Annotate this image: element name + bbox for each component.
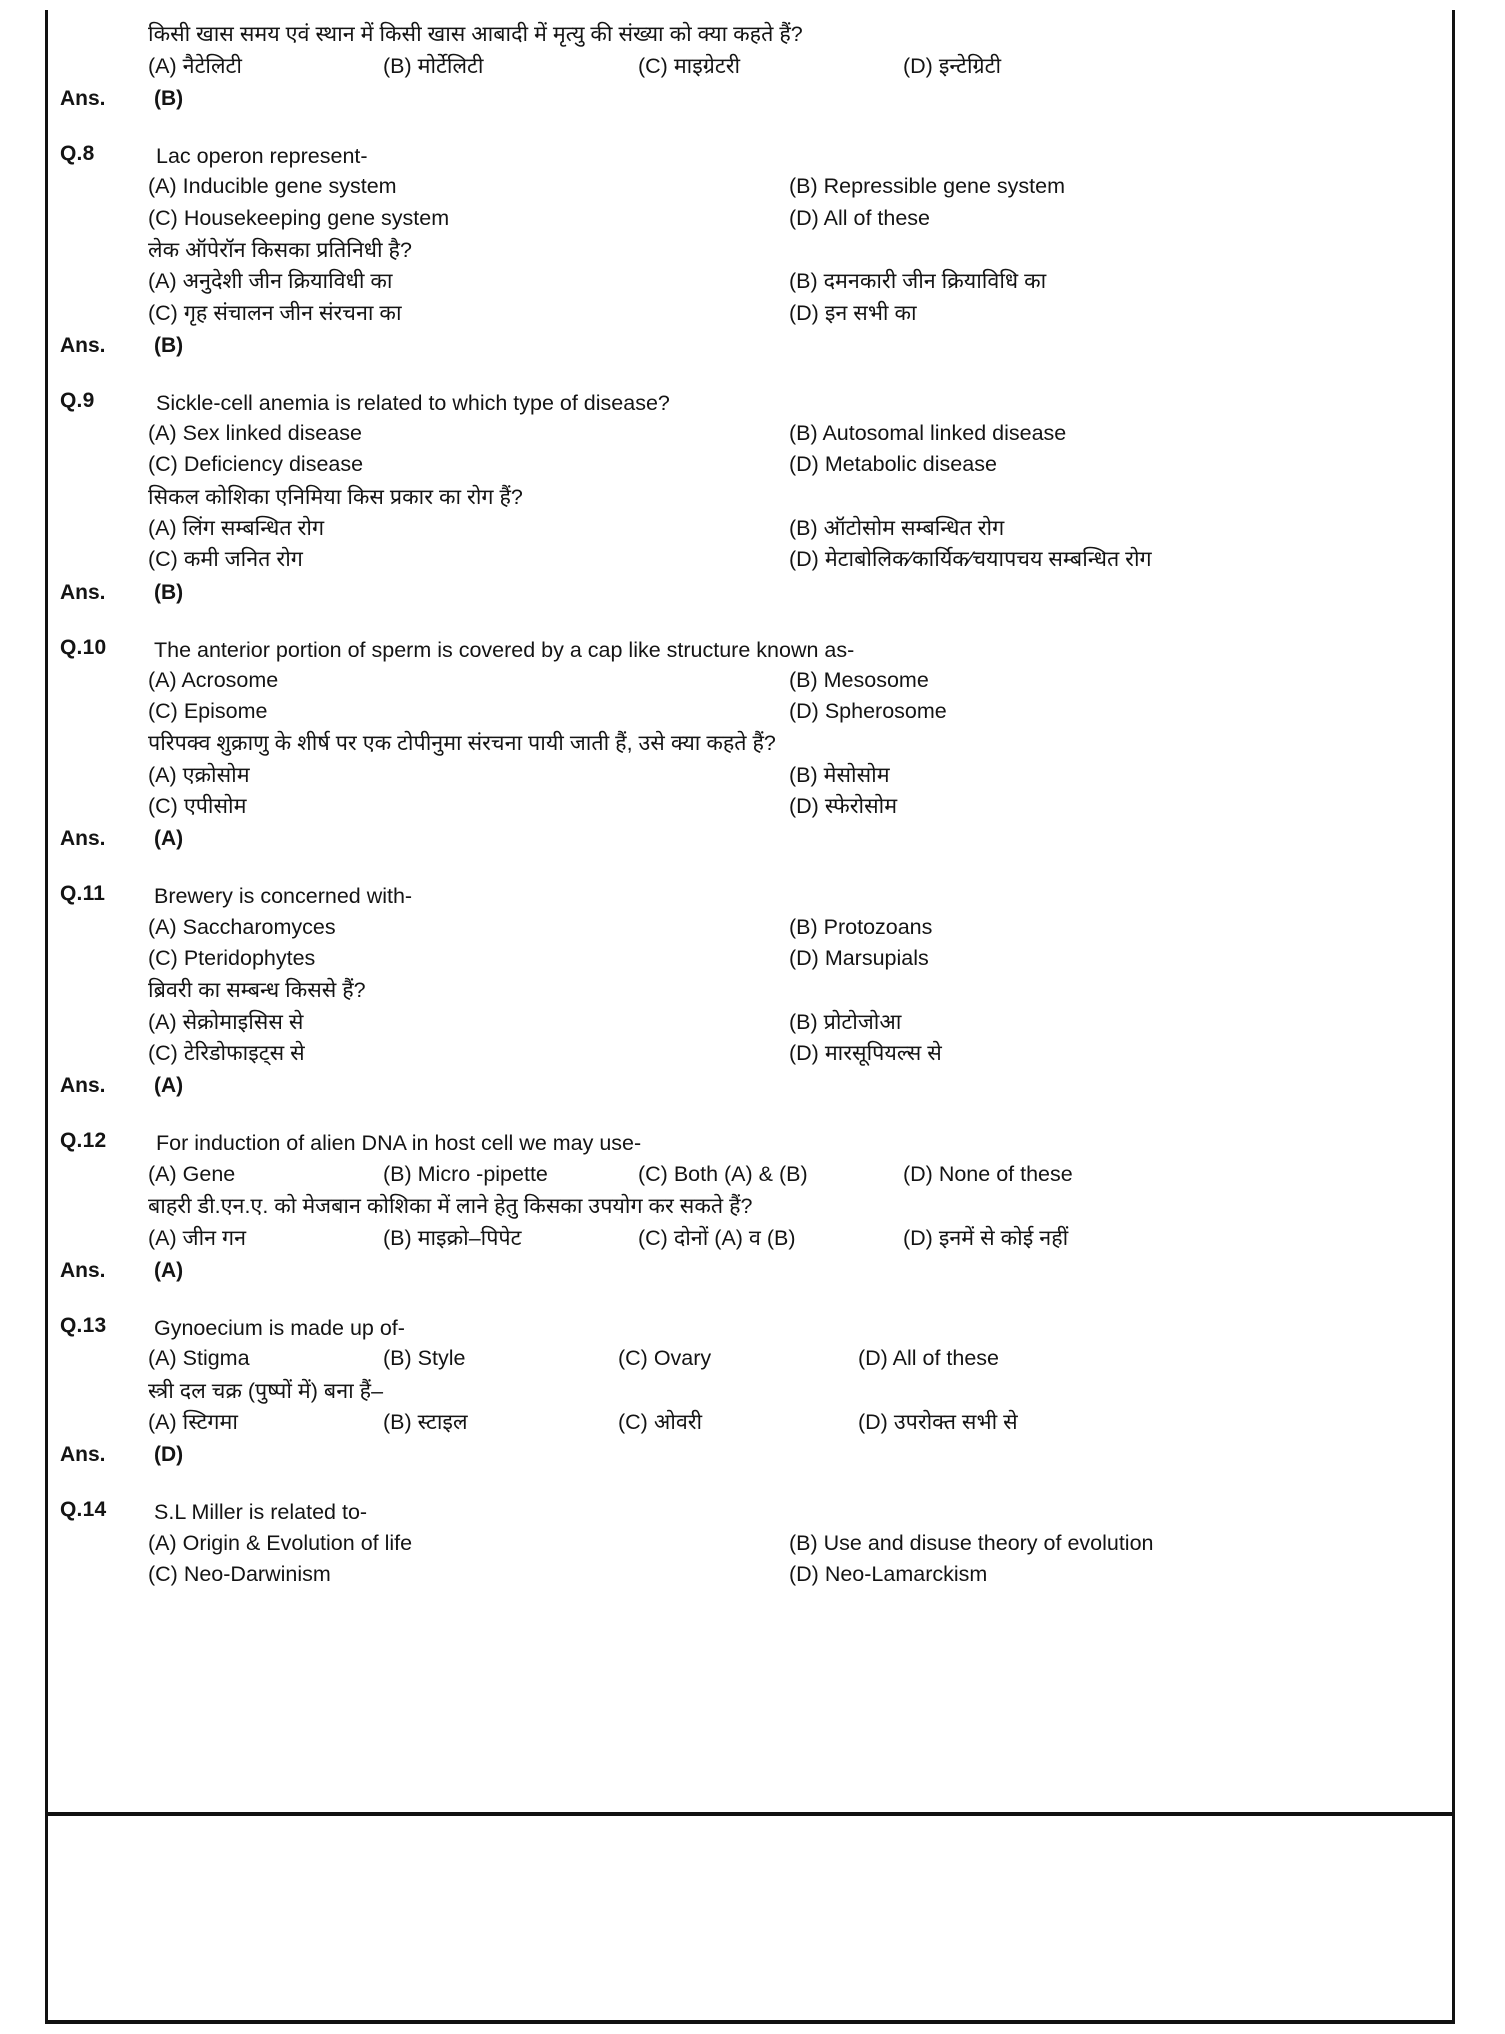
options-row-english	[148, 1343, 1430, 1374]
question-q12	[60, 1128, 1430, 1283]
option-c: (C) Pteridophytes	[148, 946, 316, 971]
option-d: (D) None of these	[903, 1161, 1073, 1186]
option-c: (C) Neo-Darwinism	[148, 1562, 331, 1587]
answer-row	[60, 827, 1430, 851]
question-stem-english: Lac operon represent-	[156, 143, 368, 168]
option-c: (C) Episome	[148, 699, 268, 724]
question-number: Q.9	[60, 388, 95, 412]
option-d: (D) Neo-Lamarckism	[789, 1562, 988, 1587]
option-a: (A) Gene	[148, 1161, 236, 1186]
options-row-english-1	[148, 665, 1430, 696]
option-b: (B) Mesosome	[789, 668, 929, 693]
options-row-english	[148, 1159, 1430, 1190]
options-row-hindi	[148, 51, 1430, 82]
answer-row	[60, 87, 1430, 111]
answer-label: Ans.	[60, 86, 106, 110]
option-c: (C) Ovary	[618, 1346, 712, 1371]
options-row-hindi-1	[148, 513, 1430, 544]
answer-value: (B)	[154, 86, 184, 110]
option-c: (C) माइग्रेटरी	[638, 53, 741, 78]
answer-label: Ans.	[60, 333, 106, 357]
option-b: (B) मोर्टेलिटी	[383, 53, 484, 78]
options-row-english-1	[148, 418, 1430, 449]
option-b-hindi: (B) मेसोसोम	[789, 763, 890, 788]
option-a: (A) Sex linked disease	[148, 421, 362, 446]
page-border-right	[1452, 10, 1455, 2024]
option-a: (A) Stigma	[148, 1346, 250, 1371]
answer-value: (D)	[154, 1443, 184, 1467]
question-stem-hindi: लेक ऑपेरॉन किसका प्रतिनिधी है?	[148, 237, 412, 262]
option-a-hindi: (A) सेक्रोमाइसिस से	[148, 1010, 304, 1034]
option-b: (B) Repressible gene system	[789, 174, 1066, 199]
answer-label: Ans.	[60, 580, 106, 604]
question-q13	[60, 1313, 1430, 1468]
options-row-hindi-2	[148, 791, 1430, 822]
question-stem-english: For induction of alien DNA in host cell we may use-	[156, 1131, 642, 1156]
question-number-placeholder	[60, 18, 148, 20]
answer-value: (B)	[154, 333, 184, 357]
question-q9	[60, 388, 1430, 605]
answer-label: Ans.	[60, 1074, 106, 1098]
question-number: Q.11	[60, 882, 106, 906]
option-a-hindi: (A) स्टिगमा	[148, 1410, 238, 1435]
option-d-hindi: (D) स्फेरोसोम	[789, 794, 898, 819]
option-c-hindi: (C) गृह संचालन जीन संरचना का	[148, 300, 402, 325]
answer-row	[60, 1259, 1430, 1283]
options-row-hindi-1	[148, 1007, 1430, 1038]
option-c-hindi: (C) कमी जनित रोग	[148, 547, 303, 572]
option-c: (C) Both (A) & (B)	[638, 1161, 808, 1186]
option-d-hindi: (D) इनमें से कोई नहीं	[903, 1225, 1069, 1250]
option-a-hindi: (A) अनुदेशी जीन क्रियाविधी का	[148, 269, 393, 294]
option-a-hindi: (A) जीन गन	[148, 1225, 247, 1250]
option-c-hindi: (C) ओवरी	[618, 1410, 703, 1435]
options-row-hindi-2	[148, 544, 1430, 575]
option-c-hindi: (C) टेरिडोफाइट्स से	[148, 1041, 305, 1066]
options-row-hindi-1	[148, 760, 1430, 791]
question-number: Q.13	[60, 1313, 107, 1337]
question-stem-english: Brewery is concerned with-	[154, 884, 413, 909]
question-q14	[60, 1497, 1430, 1590]
question-stem-english: The anterior portion of sperm is covered by a cap like structure known as-	[154, 637, 855, 662]
option-a: (A) Origin & Evolution of life	[148, 1530, 413, 1555]
answer-value: (A)	[154, 1258, 184, 1282]
option-b: (B) Style	[383, 1346, 466, 1371]
question-q11	[60, 881, 1430, 1098]
options-row-english-1	[148, 912, 1430, 943]
question-number: Q.12	[60, 1129, 107, 1153]
question-stem-english: S.L Miller is related to-	[154, 1500, 368, 1525]
content-bottom-rule	[45, 1812, 1455, 1816]
option-b: (B) Use and disuse theory of evolution	[789, 1530, 1154, 1555]
page-bottom-rule	[45, 2020, 1455, 2024]
answer-row	[60, 334, 1430, 358]
option-c-hindi: (C) एपीसोम	[148, 794, 247, 819]
options-row-hindi-2	[148, 1038, 1430, 1069]
options-row-hindi-2	[148, 298, 1430, 329]
option-d: (D) Metabolic disease	[789, 452, 997, 477]
option-d-hindi: (D) उपरोक्त सभी से	[858, 1410, 1018, 1435]
option-b-hindi: (B) दमनकारी जीन क्रियाविधि का	[789, 269, 1047, 294]
option-a-hindi: (A) लिंग सम्बन्धित रोग	[148, 516, 325, 541]
question-number: Q.10	[60, 635, 107, 659]
option-a: (A) Inducible gene system	[148, 174, 397, 199]
answer-value: (A)	[154, 1074, 184, 1098]
options-row-english-1	[148, 171, 1430, 202]
question-q10	[60, 635, 1430, 852]
option-c: (C) Housekeeping gene system	[148, 205, 450, 230]
question-stem-hindi: परिपक्व शुक्राणु के शीर्ष पर एक टोपीनुमा संरचना पायी जाती हैं, उसे क्या कहते हैं?	[148, 731, 776, 756]
options-row-hindi	[148, 1407, 1430, 1438]
options-row-hindi-1	[148, 266, 1430, 297]
answer-label: Ans.	[60, 1443, 106, 1467]
option-a: (A) नैटेलिटी	[148, 53, 242, 78]
option-a-hindi: (A) एक्रोसोम	[148, 763, 250, 788]
option-b: (B) Protozoans	[789, 914, 933, 939]
options-row-english-2	[148, 203, 1430, 234]
answer-value: (B)	[154, 580, 184, 604]
answer-row	[60, 1443, 1430, 1467]
option-d: (D) All of these	[789, 205, 930, 230]
answer-value: (A)	[154, 827, 184, 851]
option-b-hindi: (B) ऑटोसोम सम्बन्धित रोग	[789, 516, 1005, 541]
option-d: (D) All of these	[858, 1346, 999, 1371]
option-d: (D) इन्टेग्रिटी	[903, 53, 1002, 78]
page-border-left	[45, 10, 48, 2024]
question-stem-hindi: सिकल कोशिका एनिमिया किस प्रकार का रोग हैं?	[148, 484, 523, 509]
options-row-english-2	[148, 696, 1430, 727]
question-stem-hindi: ब्रिवरी का सम्बन्ध किससे हैं?	[148, 978, 366, 1003]
answer-row	[60, 1074, 1430, 1098]
question-stem-english: Sickle-cell anemia is related to which type of disease?	[156, 390, 670, 415]
option-d-hindi: (D) इन सभी का	[789, 300, 917, 325]
question-stem-hindi: स्त्री दल चक्र (पुष्पों में) बना हैं–	[148, 1378, 384, 1403]
option-d: (D) Spherosome	[789, 699, 947, 724]
options-row-hindi	[148, 1223, 1430, 1254]
question-number: Q.14	[60, 1498, 107, 1522]
answer-label: Ans.	[60, 1258, 106, 1282]
answer-label: Ans.	[60, 827, 106, 851]
option-d-hindi: (D) मेटाबोलिक⁄कार्यिक⁄चयापचय सम्बन्धित रोग	[789, 547, 1152, 572]
question-stem-hindi: बाहरी डी.एन.ए. को मेजबान कोशिका में लाने हेतु किसका उपयोग कर सकते हैं?	[148, 1194, 753, 1219]
option-b: (B) Micro -pipette	[383, 1161, 548, 1186]
option-b-hindi: (B) स्टाइल	[383, 1410, 468, 1435]
question-stem-english: Gynoecium is made up of-	[154, 1315, 405, 1340]
answer-row	[60, 581, 1430, 605]
options-row-english-2	[148, 1559, 1430, 1590]
question-fragment-top	[60, 18, 1430, 111]
option-c-hindi: (C) दोनों (A) व (B)	[638, 1225, 796, 1250]
question-stem-hindi: किसी खास समय एवं स्थान में किसी खास आबादी में मृत्यु की संख्या को क्या कहते हैं?	[148, 22, 803, 46]
options-row-english-2	[148, 449, 1430, 480]
question-q8	[60, 141, 1430, 358]
option-d: (D) Marsupials	[789, 946, 929, 971]
question-list	[60, 18, 1430, 1590]
option-d-hindi: (D) मारसूपियल्स से	[789, 1041, 942, 1066]
options-row-english-1	[148, 1528, 1430, 1559]
option-b: (B) Autosomal linked disease	[789, 421, 1067, 446]
options-row-english-2	[148, 943, 1430, 974]
option-a: (A) Acrosome	[148, 668, 279, 693]
question-number: Q.8	[60, 141, 95, 165]
option-b-hindi: (B) प्रोटोजोआ	[789, 1010, 902, 1034]
option-a: (A) Saccharomyces	[148, 914, 336, 939]
option-b-hindi: (B) माइक्रो–पिपेट	[383, 1225, 522, 1250]
option-c: (C) Deficiency disease	[148, 452, 364, 477]
